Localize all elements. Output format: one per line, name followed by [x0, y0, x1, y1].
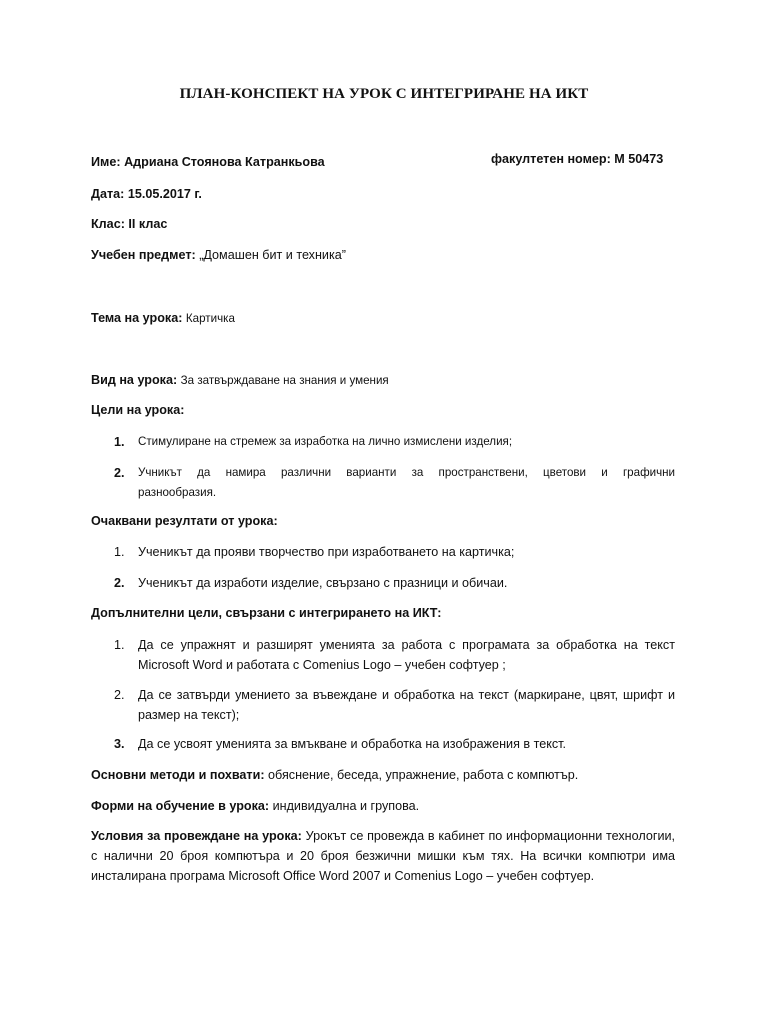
results-heading: Очаквани резултати от урока:	[91, 514, 278, 528]
lesson-type-label: Вид на урока:	[91, 373, 178, 387]
list-item-text: Ученикът да прояви творчество при изработването на картичка;	[138, 545, 515, 559]
result-item	[114, 573, 675, 593]
subject-value: „Домашен бит и техника”	[199, 248, 346, 262]
topic-label: Тема на урока:	[91, 311, 183, 325]
forms-line	[91, 796, 419, 816]
list-item-text: Стимулиране на стремеж за изработка на лично измислени изделия;	[138, 435, 513, 448]
subject-label: Учебен предмет:	[91, 248, 196, 262]
lesson-type-line	[91, 370, 389, 391]
goal-item	[114, 463, 675, 503]
class-level: Клас: II клас	[91, 217, 168, 231]
methods-label: Основни методи и похвати:	[91, 768, 265, 782]
document-title: ПЛАН-КОНСПЕКТ НА УРОК С ИНТЕГРИРАНЕ НА ИКТ	[179, 86, 589, 102]
list-number: 3.	[114, 737, 125, 751]
list-number: 2.	[114, 466, 125, 480]
goal-item	[114, 432, 675, 452]
methods-line	[91, 765, 578, 785]
list-item-text-line1: Да се затвърди умението за въвеждане и обработка на текст (маркиране, цвят, шрифт и	[138, 688, 675, 702]
list-item-text-line2: размер на текст);	[138, 708, 240, 722]
conditions-label: Условия за провеждане на урока:	[91, 829, 302, 843]
methods-value: обяснение, беседа, упражнение, работа с компютър.	[268, 768, 579, 782]
subject-line	[91, 245, 346, 265]
goals-heading: Цели на урока:	[91, 403, 185, 417]
list-item-text: Ученикът да изработи изделие, свързано с празници и обичаи.	[138, 576, 508, 590]
ict-goal-item	[114, 635, 675, 675]
list-item-text: Да се усвоят уменията за вмъкване и обработка на изображения в текст.	[138, 737, 567, 751]
list-number: 1.	[114, 638, 125, 652]
list-item-text-line2: Microsoft Word и работата с Comenius Logo – учебен софтуер ;	[138, 658, 506, 672]
list-number: 1.	[114, 435, 125, 449]
list-number: 2.	[114, 688, 125, 702]
ict-goal-item	[114, 734, 675, 754]
forms-label: Форми на обучение в урока:	[91, 799, 270, 813]
list-number: 2.	[114, 576, 125, 590]
list-number: 1.	[114, 545, 125, 559]
conditions-value: Урокът се провежда в кабинет по информационни технологии, с налични 20 броя компютъра и 20 броя безжични мишки към тях. На всички компютри има инсталирана програма Microsoft Office Word 2007 и Comenius Logo – учебен софтуер.	[91, 829, 676, 883]
faculty-number: факултетен номер: М 50473	[491, 152, 664, 166]
ict-goal-item	[114, 685, 675, 725]
ict-goals-heading: Допълнителни цели, свързани с интегрирането на ИКТ:	[91, 606, 442, 620]
list-item-text-line2: разнообразия.	[138, 486, 217, 499]
lesson-date: Дата: 15.05.2017 г.	[91, 187, 202, 201]
result-item	[114, 542, 675, 562]
teacher-name: Име: Адриана Стоянова Катранкьова	[91, 155, 325, 169]
topic-value: Картичка	[185, 312, 235, 325]
list-item-text-line1: Да се упражнят и разширят уменията за работа с програмата за обработка на текст	[138, 638, 675, 652]
forms-value: индивидуална и групова.	[272, 799, 420, 813]
topic-line	[91, 308, 235, 329]
list-item-text-line1: Учникът да намира различни варианти за пространствени, цветови и графични	[138, 466, 675, 479]
lesson-type-value: За затвърждаване на знания и умения	[180, 374, 389, 387]
conditions-paragraph	[91, 826, 675, 886]
